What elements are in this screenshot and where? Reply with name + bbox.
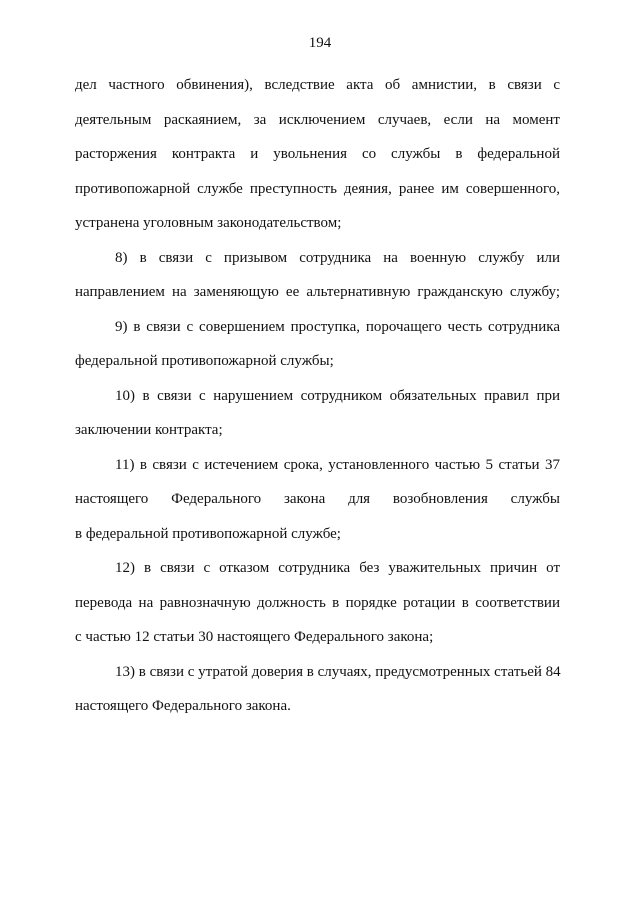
text-line: 11) в связи с истечением срока, установленного частью 5 статьи 37: [115, 456, 560, 473]
text-line: настоящего Федерального закона для возобновления службы: [75, 491, 560, 507]
text-line: настоящего Федерального закона.: [75, 698, 291, 714]
text-line: с частью 12 статьи 30 настоящего Федерального закона;: [75, 629, 434, 645]
paragraph-continuation: [75, 68, 560, 241]
page-number: 194: [308, 35, 332, 51]
text-line: 12) в связи с отказом сотрудника без уважительных причин от: [115, 560, 560, 576]
text-line: федеральной противопожарной службы;: [75, 353, 334, 369]
text-line: в федеральной противопожарной службе;: [75, 525, 341, 542]
list-item-9: [75, 310, 560, 379]
list-item-12: [75, 551, 560, 655]
text-line: 8) в связи с призывом сотрудника на военную службу или: [115, 249, 560, 266]
document-body: [75, 68, 560, 724]
text-line: устранена уголовным законодательством;: [75, 215, 342, 231]
list-item-11: [75, 448, 560, 552]
list-item-10: [75, 379, 560, 448]
text-line: 13) в связи с утратой доверия в случаях, предусмотренных статьей 84: [115, 663, 561, 680]
text-line: дел частного обвинения), вследствие акта об амнистии, в связи с: [75, 77, 560, 93]
text-line: расторжения контракта и увольнения со службы в федеральной: [75, 146, 560, 162]
text-line: 10) в связи с нарушением сотрудником обязательных правил при: [115, 387, 560, 404]
list-item-8: [75, 241, 560, 310]
text-line: 9) в связи с совершением проступка, порочащего честь сотрудника: [115, 318, 560, 335]
text-line: заключении контракта;: [75, 422, 223, 438]
text-line: деятельным раскаянием, за исключением случаев, если на момент: [75, 111, 560, 128]
text-line: перевода на равнозначную должность в порядке ротации в соответствии: [75, 594, 560, 611]
text-line: противопожарной службе преступность деяния, ранее им совершенного,: [75, 180, 560, 197]
list-item-13: [75, 655, 560, 724]
text-line: направлением на заменяющую ее альтернативную гражданскую службу;: [75, 284, 560, 300]
